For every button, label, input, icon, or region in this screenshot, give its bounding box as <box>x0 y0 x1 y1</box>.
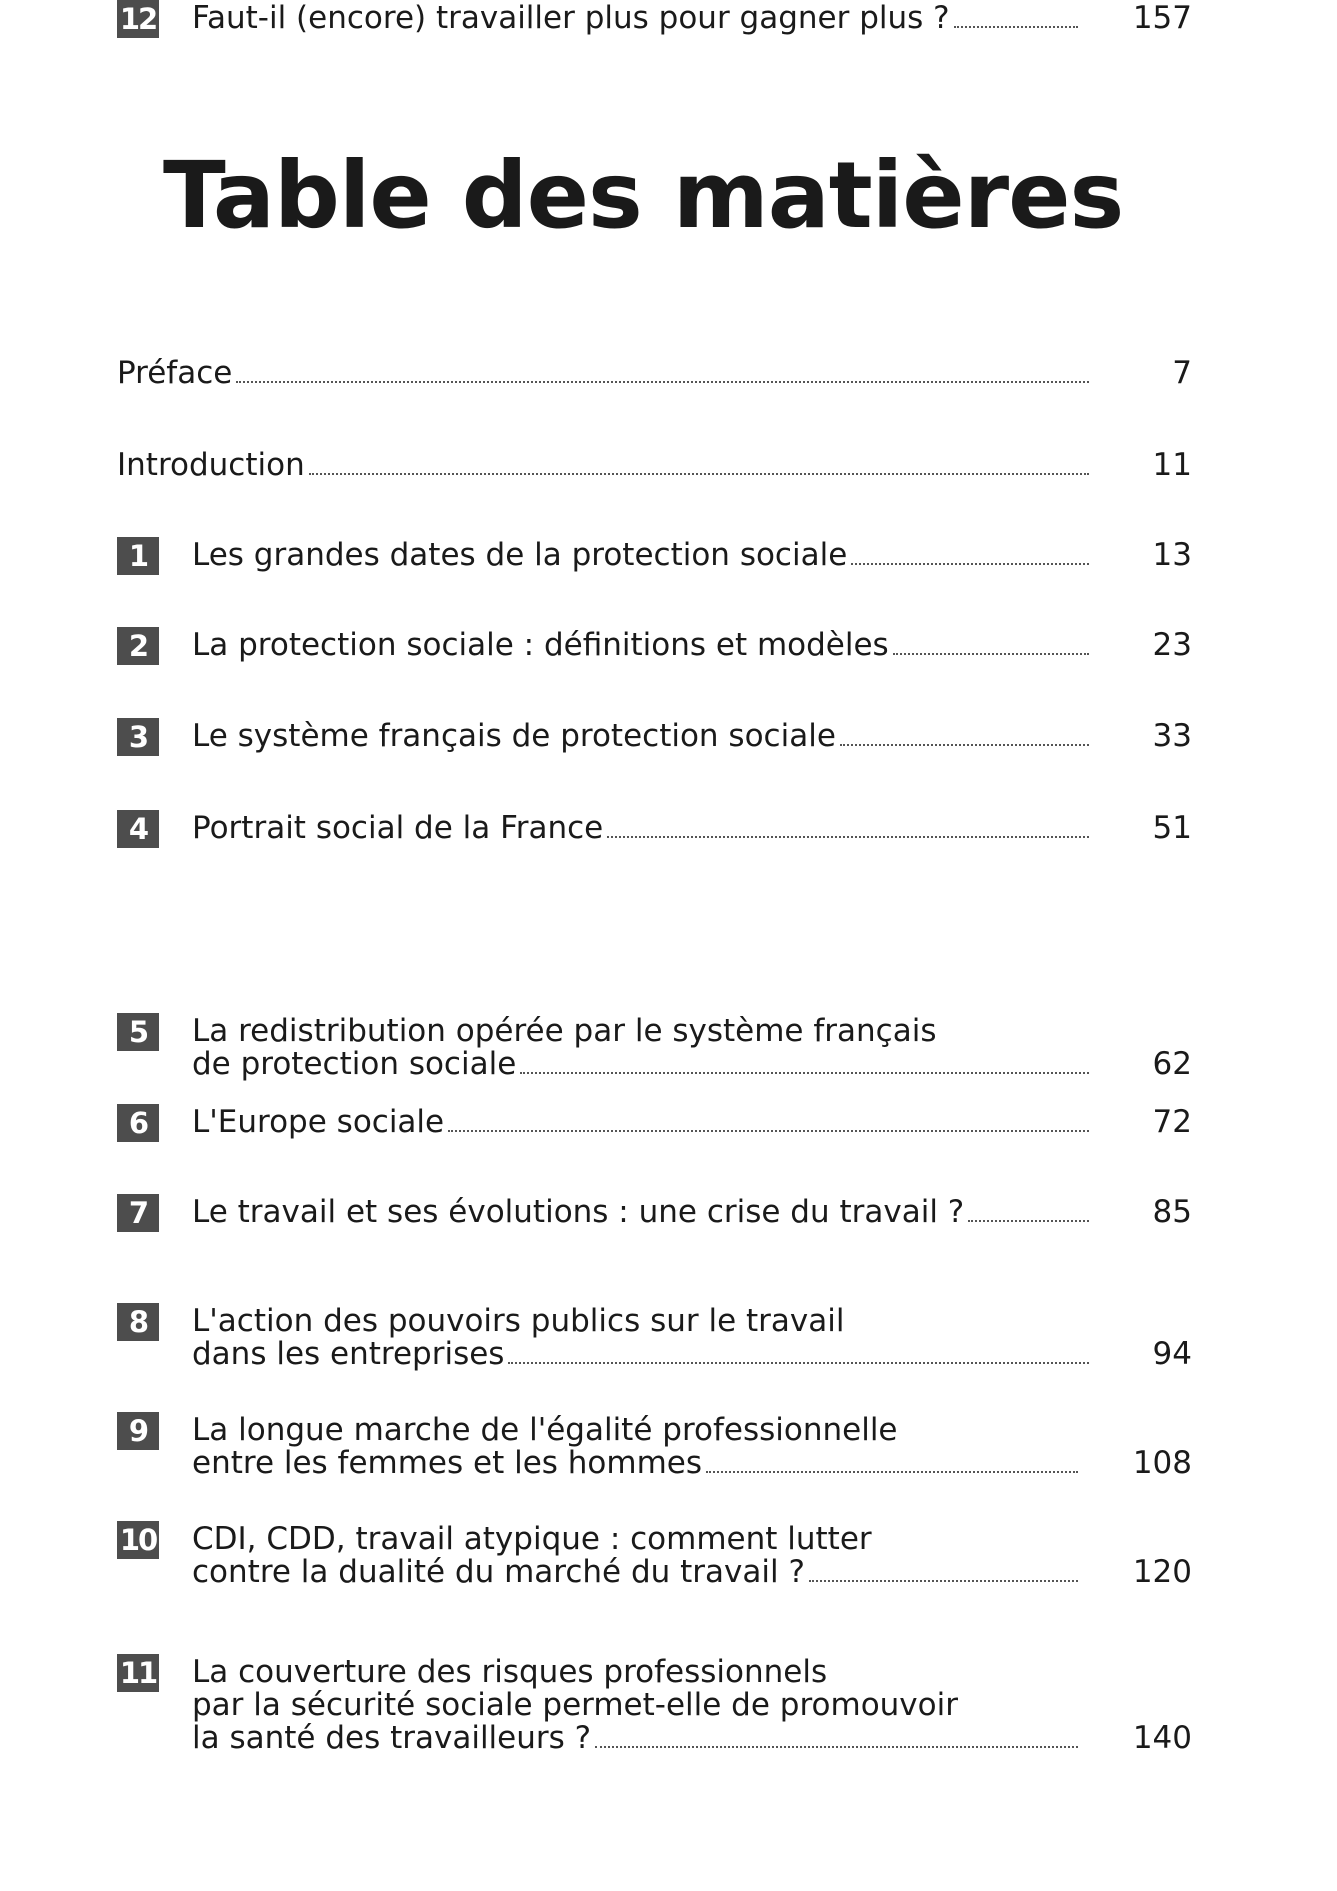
toc-entry[interactable] <box>117 1521 1192 1590</box>
toc-entry[interactable] <box>117 1194 1192 1230</box>
dot-leader <box>595 1745 1078 1748</box>
dot-leader <box>968 1219 1089 1222</box>
chapter-number-badge: 3 <box>117 718 159 756</box>
dot-leader <box>508 1361 1089 1364</box>
toc-entry[interactable] <box>117 355 1192 391</box>
chapter-number-badge: 12 <box>117 0 159 38</box>
chapter-number-badge: 5 <box>117 1013 159 1051</box>
toc-entry[interactable] <box>117 447 1192 483</box>
dot-leader <box>236 380 1089 383</box>
toc-entry[interactable] <box>117 810 1192 846</box>
toc-entry[interactable] <box>117 718 1192 754</box>
page-number: 85 <box>1152 1194 1192 1230</box>
page-number: 51 <box>1152 810 1192 846</box>
toc-entry-title: Le système français de protection sociale <box>192 718 836 754</box>
page-number: 11 <box>1152 447 1192 483</box>
page-number: 7 <box>1172 355 1192 391</box>
dot-leader <box>954 25 1078 28</box>
toc-entry-title: la santé des travailleurs ? <box>192 1720 592 1756</box>
toc-entry-title: Faut-il (encore) travailler plus pour gagner plus ? <box>192 0 950 36</box>
page-number: 140 <box>1132 1720 1192 1756</box>
chapter-number-badge: 7 <box>117 1194 159 1232</box>
toc-entry-title: de protection sociale <box>192 1046 517 1082</box>
toc-entry[interactable] <box>117 0 1192 36</box>
toc-entry[interactable] <box>117 537 1192 573</box>
dot-leader <box>607 835 1089 838</box>
dot-leader <box>448 1129 1089 1132</box>
chapter-number-badge: 9 <box>117 1412 159 1450</box>
toc-entry-title: contre la dualité du marché du travail ? <box>192 1554 805 1590</box>
page-number: 157 <box>1132 0 1192 36</box>
chapter-number-badge: 4 <box>117 810 159 848</box>
dot-leader <box>840 743 1089 746</box>
toc-entry-title: La longue marche de l'égalité professionnelle <box>192 1412 898 1448</box>
dot-leader <box>520 1071 1089 1074</box>
dot-leader <box>309 472 1089 475</box>
toc-entry-title: entre les femmes et les hommes <box>192 1445 703 1481</box>
toc-entry-title: par la sécurité sociale permet-elle de promouvoir <box>192 1687 958 1723</box>
toc-entry-title: CDI, CDD, travail atypique : comment lutter <box>192 1521 872 1557</box>
toc-entry-title: Introduction <box>117 447 305 483</box>
page-number: 62 <box>1152 1046 1192 1082</box>
chapter-number-badge: 8 <box>117 1303 159 1341</box>
chapter-number-badge: 10 <box>117 1521 159 1559</box>
page-number: 23 <box>1152 627 1192 663</box>
dot-leader <box>809 1579 1078 1582</box>
chapter-number-badge: 6 <box>117 1104 159 1142</box>
page-title: Table des matières <box>163 142 1124 249</box>
toc-entry-title: Les grandes dates de la protection sociale <box>192 537 848 573</box>
dot-leader <box>851 562 1089 565</box>
toc-entry-title: La redistribution opérée par le système français <box>192 1013 937 1049</box>
page-number: 72 <box>1152 1104 1192 1140</box>
toc-entry-title: La protection sociale : définitions et modèles <box>192 627 889 663</box>
toc-entry-title: L'Europe sociale <box>192 1104 445 1140</box>
toc-entry[interactable] <box>117 1412 1192 1481</box>
chapter-number-badge: 2 <box>117 627 159 665</box>
toc-entry[interactable] <box>117 1654 1192 1756</box>
toc-entry-title: L'action des pouvoirs publics sur le travail <box>192 1303 845 1339</box>
dot-leader <box>706 1470 1078 1473</box>
dot-leader <box>893 652 1089 655</box>
toc-entry-title: dans les entreprises <box>192 1336 505 1372</box>
page-number: 108 <box>1132 1445 1192 1481</box>
toc-entry[interactable] <box>117 1104 1192 1140</box>
toc-entry-title: Le travail et ses évolutions : une crise du travail ? <box>192 1194 965 1230</box>
page-number: 120 <box>1132 1554 1192 1590</box>
toc-entry[interactable] <box>117 1303 1192 1372</box>
page-number: 13 <box>1152 537 1192 573</box>
page-number: 94 <box>1152 1336 1192 1372</box>
toc-entry-title: Portrait social de la France <box>192 810 604 846</box>
toc-entry[interactable] <box>117 627 1192 663</box>
toc-entry[interactable] <box>117 1013 1192 1082</box>
chapter-number-badge: 11 <box>117 1654 159 1692</box>
toc-entry-title: La couverture des risques professionnels <box>192 1654 828 1690</box>
chapter-number-badge: 1 <box>117 537 159 575</box>
toc-entry-title: Préface <box>117 355 233 391</box>
page-number: 33 <box>1152 718 1192 754</box>
